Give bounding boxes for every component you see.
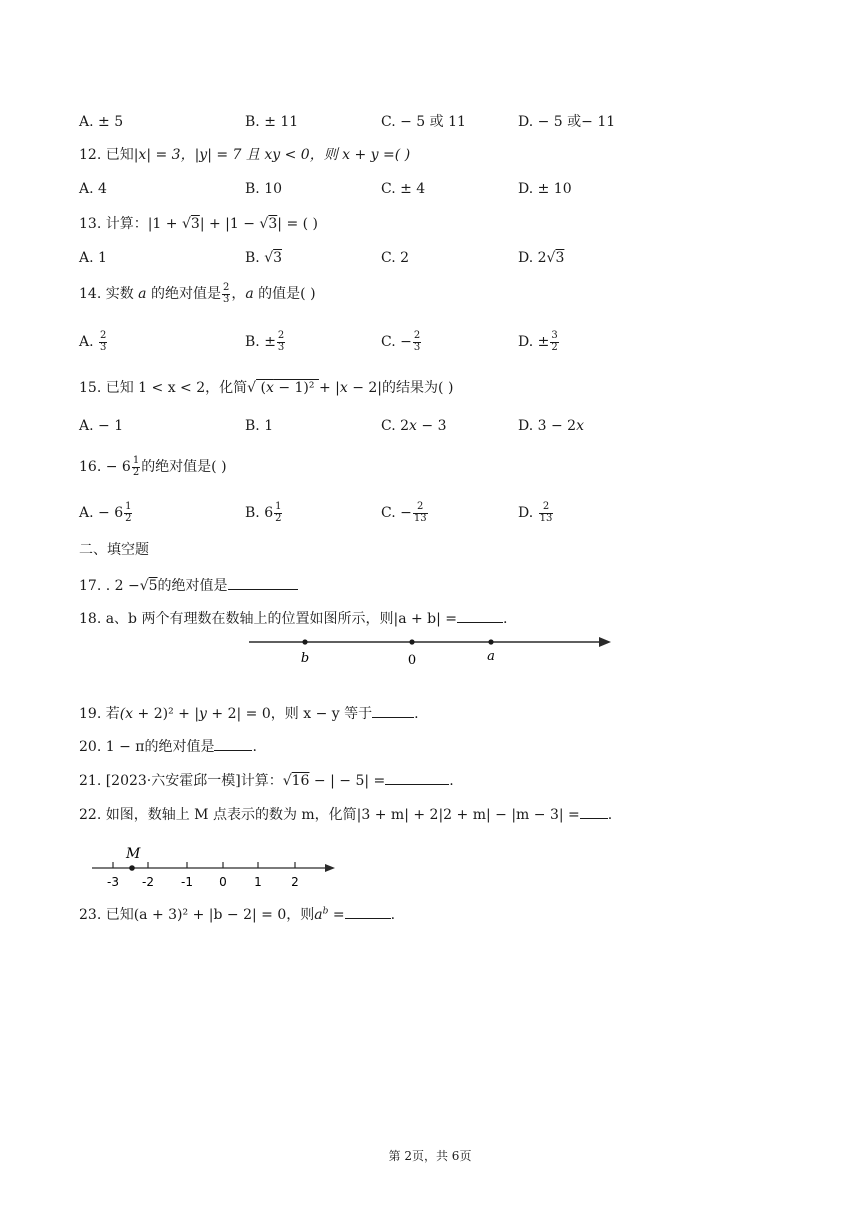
q12-option-a: A. 4 <box>79 181 107 197</box>
q14-suffix: 的值是( ) <box>258 286 316 302</box>
label-m: M <box>126 846 141 862</box>
question-18: 18. a、b 两个有理数在数轴上的位置如图所示，则|a + b| = . <box>79 611 508 627</box>
q13-option-c: C. 2 <box>381 250 410 266</box>
q15-suffix: 的结果为( ) <box>382 380 454 396</box>
number-line-m <box>88 842 340 892</box>
q16-option-a: A. − 6 $\frac{1}{2}$ <box>79 501 132 524</box>
q18-text: 18. a、b 两个有理数在数轴上的位置如图所示，则|a + b| = <box>79 611 458 627</box>
q14-option-b: B. ± $\frac{2}{3}$ <box>245 330 285 353</box>
q14-mid: 的绝对值是 <box>146 286 221 302</box>
q23-prefix: 23. 已知(a + 3)² + |b − 2| = 0，则 <box>79 907 315 923</box>
number-line-ab <box>245 630 617 670</box>
point-b <box>302 639 307 644</box>
q12-option-c: C. ± 4 <box>381 181 426 197</box>
q14-prefix: 14. 实数 <box>79 286 139 302</box>
label-a: a <box>487 649 495 664</box>
tick-label: -1 <box>181 875 193 889</box>
point-zero <box>409 639 414 644</box>
q13-option-a: A. 1 <box>79 250 107 266</box>
question-22: 22. 如图，数轴上 M 点表示的数为 m，化简|3 + m| + 2|2 + m| − |m − 3| = . <box>79 807 613 823</box>
q12-text: |x| = 3，|y| = 7 且 xy < 0，则 x + y =( ) <box>133 147 411 163</box>
section-title: 二、填空题 <box>79 542 149 558</box>
q15-option-d: D. 3 − 2x <box>518 418 584 434</box>
q17-prefix: 17. . 2 − <box>79 578 140 594</box>
q15-prefix: 15. 已知 1 < x < 2，化简 <box>79 380 248 396</box>
question-19: 19. 若(x + 2)² + |y + 2| = 0，则 x − y 等于 . <box>79 706 419 722</box>
q14-option-a: A. $\frac{2}{3}$ <box>79 330 107 353</box>
label-zero: 0 <box>407 653 417 668</box>
q16-option-b: B. 6 $\frac{1}{2}$ <box>245 501 282 524</box>
question-13: 13. 计算：|1 + √3| + |1 − √3| = ( ) <box>79 216 319 232</box>
tick-label: 0 <box>219 875 227 889</box>
q21-prefix: 21. [2023·六安霍邱一模]计算： <box>79 773 283 789</box>
question-12 <box>79 148 410 162</box>
q21-suffix: − | − 5| = <box>309 773 386 789</box>
q15-option-c: C. 2x − 3 <box>381 418 447 434</box>
q12-option-b: B. 10 <box>245 181 283 197</box>
page-footer: 第 2页，共 6页 <box>388 1149 472 1163</box>
q22-text: 22. 如图，数轴上 M 点表示的数为 m，化简|3 + m| + 2|2 + m| − |m − 3| = <box>79 807 580 823</box>
tick-label: 1 <box>254 875 262 889</box>
q16-option-c: C. − $\frac{2}{13}$ <box>381 501 427 524</box>
q13-prefix: 13. 计算： <box>79 216 148 232</box>
question-23: 23. 已知(a + 3)² + |b − 2| = 0，则$a^b$ = . <box>79 906 396 923</box>
q14-option-c: C. − $\frac{2}{3}$ <box>381 330 421 353</box>
q15-option-a: A. − 1 <box>79 418 124 434</box>
tick-label: -3 <box>107 875 119 889</box>
q14-option-d: D. ± $\frac{3}{2}$ <box>518 330 558 353</box>
point-a <box>488 639 493 644</box>
question-20: 20. 1 − π的绝对值是 . <box>79 739 257 755</box>
point-m <box>129 865 135 871</box>
question-21: 21. [2023·六安霍邱一模]计算：√16 − | − 5| = . <box>79 773 454 789</box>
q13-option-b: B. √3 <box>245 250 283 266</box>
q11-option-d: D. − 5 或− 11 <box>518 114 616 130</box>
q17-suffix: 的绝对值是 <box>157 578 228 594</box>
tick-label: -2 <box>142 875 154 889</box>
q16-suffix: 的绝对值是( ) <box>141 459 227 475</box>
q11-option-a: A. ± 5 <box>79 114 124 130</box>
tick-label: 2 <box>291 875 299 889</box>
question-14: 14. 实数 a 的绝对值是 $\frac{2}{3}$ ，a 的值是( ) <box>79 282 316 305</box>
q13-option-d: D. 2√3 <box>518 250 565 266</box>
q15-option-b: B. 1 <box>245 418 274 434</box>
question-15: 15. 已知 1 < x < 2，化简√ (x − 1)² + |x − 2|的结果为( ) <box>79 380 454 396</box>
question-16: 16. − 6 $\frac{1}{2}$ 的绝对值是( ) <box>79 455 227 478</box>
q19-suffix: = 0，则 x − y 等于 <box>241 706 373 722</box>
q11-option-b: B. ± 11 <box>245 114 299 130</box>
q12-option-d: D. ± 10 <box>518 181 572 197</box>
label-b: b <box>300 651 310 666</box>
q19-prefix: 19. 若 <box>79 706 120 722</box>
q12-prefix: 12. 已知 <box>79 147 134 163</box>
question-17: 17. . 2 −√5的绝对值是 <box>79 577 298 593</box>
q16-option-d: D. $\frac{2}{13}$ <box>518 501 553 524</box>
q11-option-c: C. − 5 或 11 <box>381 114 466 130</box>
q23-suffix: = <box>328 907 345 923</box>
q20-text: 20. 1 − π的绝对值是 <box>79 739 215 755</box>
